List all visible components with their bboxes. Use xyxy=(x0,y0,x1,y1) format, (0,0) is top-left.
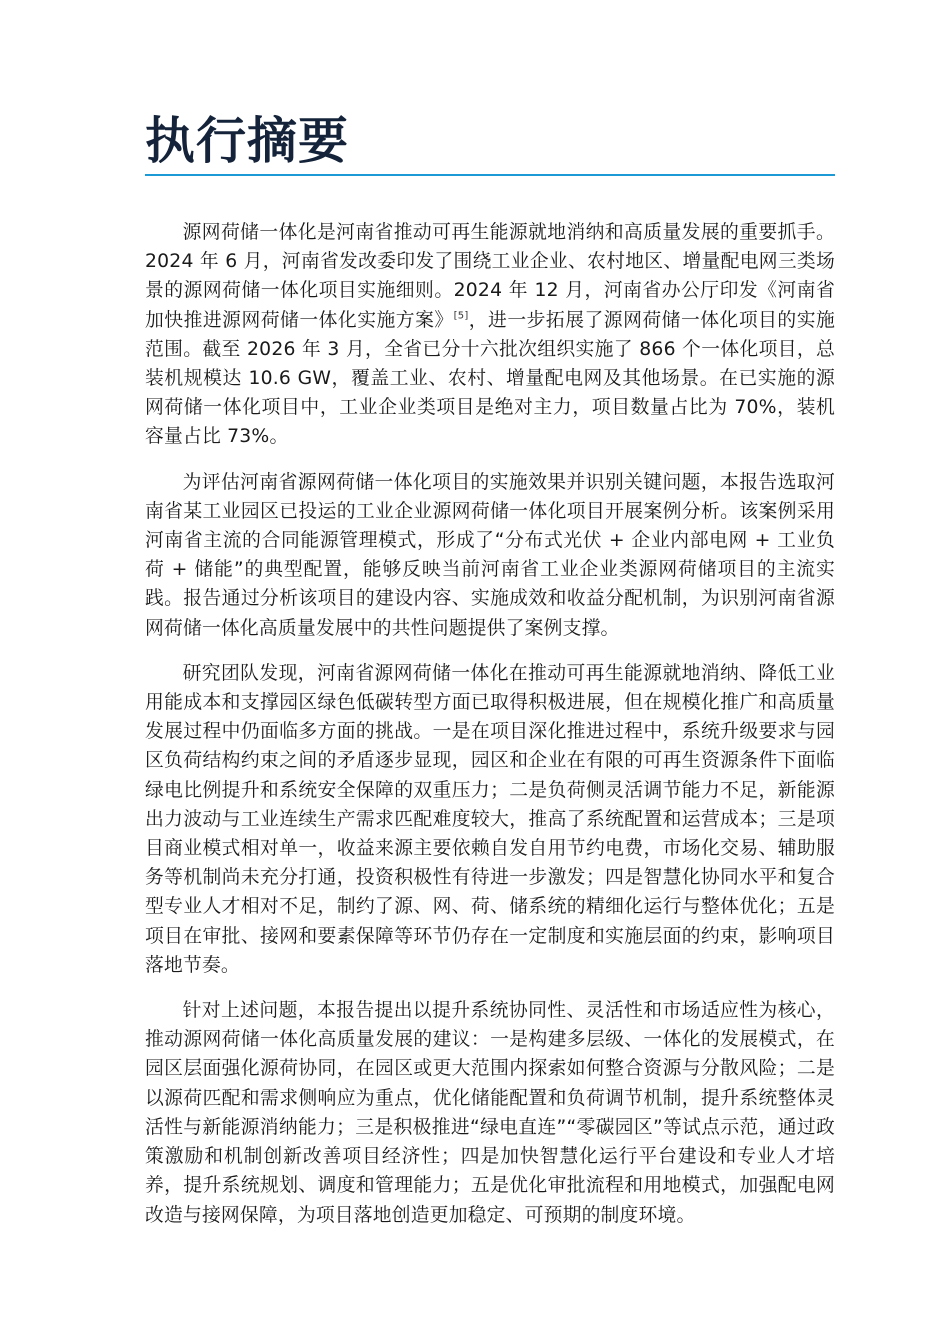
paragraph-1-text-a: 源网荷储一体化是河南省推动可再生能源就地消纳和高质量发展的重要抓手。2024 年 6 月，河南省发改委印发了围绕工业企业、农村地区、增量配电网三类场景的源网荷储一体化项目实施细则。2024 年 12 月，河南省办公厅印发《河南省加快推进源网荷储一体化实施方案》 xyxy=(145,222,835,331)
page-title: 执行摘要 xyxy=(145,112,349,170)
title-underline xyxy=(145,174,835,176)
paragraph-1 xyxy=(145,218,835,452)
paragraph-3: 研究团队发现，河南省源网荷储一体化在推动可再生能源就地消纳、降低工业用能成本和支撑园区绿色低碳转型方面已取得积极进展，但在规模化推广和高质量发展过程中仍面临多方面的挑战。一是在项目深化推进过程中，系统升级要求与园区负荷结构约束之间的矛盾逐步显现，园区和企业在有限的可再生资源条件下面临绿电比例提升和系统安全保障的双重压力；二是负荷侧灵活调节能力不足，新能源出力波动与工业连续生产需求匹配难度较大，推高了系统配置和运营成本；三是项目商业模式相对单一，收益来源主要依赖自发自用节约电费，市场化交易、辅助服务等机制尚未充分打通，投资积极性有待进一步激发；四是智慧化协同水平和复合型专业人才相对不足，制约了源、网、荷、储系统的精细化运行与整体优化；五是项目在审批、接网和要素保障等环节仍存在一定制度和实施层面的约束，影响项目落地节奏。 xyxy=(145,662,835,976)
paragraph-2: 为评估河南省源网荷储一体化项目的实施效果并识别关键问题，本报告选取河南省某工业园区已投运的工业企业源网荷储一体化项目开展案例分析。该案例采用河南省主流的合同能源管理模式，形成了“分布式光伏 + 企业内部电网 + 工业负荷 + 储能”的典型配置，能够反映当前河南省工业企业类源网荷储项目的主流实践。报告通过分析该项目的建设内容、实施成效和收益分配机制，为识别河南省源网荷储一体化高质量发展中的共性问题提供了案例支撑。 xyxy=(145,471,835,639)
paragraph-4: 针对上述问题，本报告提出以提升系统协同性、灵活性和市场适应性为核心，推动源网荷储一体化高质量发展的建议：一是构建多层级、一体化的发展模式，在园区层面强化源荷协同，在园区或更大范围内探索如何整合资源与分散风险；二是以源荷匹配和需求侧响应为重点，优化储能配置和负荷调节机制，提升系统整体灵活性与新能源消纳能力；三是积极推进“绿电直连”“零碳园区”等试点示范，通过政策激励和机制创新改善项目经济性；四是加快智慧化运行平台建设和专业人才培养，提升系统规划、调度和管理能力；五是优化审批流程和用地模式，加强配电网改造与接网保障，为项目落地创造更加稳定、可预期的制度环境。 xyxy=(145,1000,835,1226)
paragraph-1-text-b: ，进一步拓展了源网荷储一体化项目的实施范围。截至 2026 年 3 月，全省已分十六批次组织实施了 866 个一体化项目，总装机规模达 10.6 GW，覆盖工业、农村、增量配电网及其他场景。在已实施的源网荷储一体化项目中，工业企业类项目是绝对主力，项目数量占比为 70%，装机容量占比 73%。 xyxy=(145,309,835,448)
citation-marker[interactable]: [5] xyxy=(453,310,469,322)
summary-body xyxy=(145,218,835,1246)
